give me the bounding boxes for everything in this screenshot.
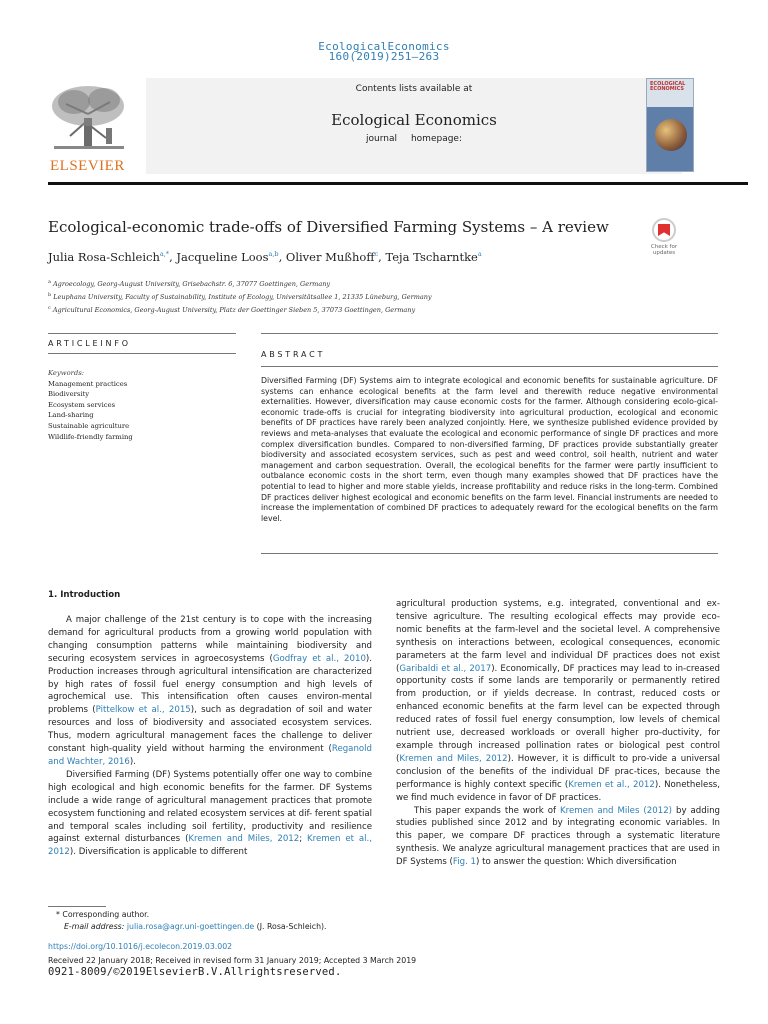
keyword-item: Land-sharing (48, 411, 94, 420)
abstract-text: Diversified Farming (DF) Systems aim to integrate ecological and economic benefits for sustainable agriculture. DF systems can enhance ecological benefits at the farm level and therewith reduce negative environmental externalities. However, diversification may cause economic costs for the farmer. Although considering ecolo-gical-economic trade-offs is crucial for integrating biodiversity into agricultural production, ecological and economic benefits of DF practices have rarely been analyzed conjointly. Here, we synthesize published evidence provided by reviews and meta-analyses that evaluate the ecological and economic performance of single DF practices and more complex diversification bundles. Compared to non-diversified farming, DF practices provide substantially greater biodiversity and associated ecosystem services, such as pest and weed control, soil health, nutrient and water management and carbon sequestration. Overall, the ecological benefits for the farmer were partly insufficient to outbalance economic costs in the short term, even though many examples showed that DF practices have the potential to lead to higher and more stable yields, increase profitability and reduce risks in the long-term. Combined DF practices deliver highest ecological and economic benefits on the farm level. Financial instruments are needed to increase the implementation of combined DF practices to adequately reward for the ecological benefits on the farm level. (261, 376, 718, 523)
copyright-line: 0921-8009/©2019ElsevierB.V.Allrightsreserved. (48, 966, 342, 978)
publisher-logo (48, 84, 130, 174)
email-label: E-mail address: (64, 922, 125, 931)
affiliation-mark: c (48, 305, 51, 312)
paragraph-text: by adding studies published since 2012 and by integrating economic variables. In this paper, we compare DF practices through a systematic literature synthesis. We analyze agricultural management practices that are used in DF Systems ( (396, 805, 720, 868)
keywords-block (48, 368, 238, 442)
introduction-heading: 1. Introduction (48, 590, 121, 600)
citation-link[interactable]: Pittelkow et al., 2015 (95, 705, 191, 716)
paragraph-text: ). However, it is difficult to pro-vide a universal conclusion of the benefits of the individual DF prac-tices, because the performance is highly context specific ( (396, 753, 721, 790)
homepage-word-journal: journal (365, 134, 397, 144)
author-separator: , (169, 250, 177, 264)
citation-link[interactable]: Kremen and Miles, 2012 (399, 753, 508, 764)
crossmark-badge[interactable] (644, 218, 684, 260)
email-line (64, 922, 327, 931)
keyword-item: Ecosystem services (48, 400, 116, 409)
journal-homepage-line (146, 134, 682, 144)
paragraph-text: ; (299, 834, 308, 845)
author-separator: , (278, 250, 286, 264)
paragraph-text: ), such as degradation of soil and water resources and loss of biodiversity and associated ecosystem services. Thus, modern agricultural management faces the challenge to deliver constant high-quality yield without harming the environment ( (48, 705, 373, 755)
article-info-bottom-rule (48, 353, 236, 354)
affiliation-list (48, 277, 432, 316)
author-name[interactable]: Teja Tscharntke (385, 250, 478, 264)
paragraph-text: ). Production increases through agricultural intensification are characterized by high rates of fossil fuel energy consumption and high levels of agrochemical use. This intensification often causes environ-mental problems ( (48, 653, 373, 716)
crossmark-label: Check for updates (650, 244, 678, 256)
journal-reference (0, 42, 768, 62)
citation-link[interactable]: Kremen et al., 2012 (568, 779, 655, 790)
intro-paragraph (48, 614, 372, 769)
journal-name-line: EcologicalEconomics (318, 40, 450, 53)
tree-logo-icon (48, 84, 130, 152)
intro-paragraph (396, 805, 720, 870)
body-column-right (396, 598, 720, 869)
author-affiliation-mark[interactable]: c (374, 250, 379, 259)
corresponding-author-note: * Corresponding author. (56, 910, 150, 919)
header-divider (48, 182, 748, 185)
contents-available-line: Contents lists available at (355, 84, 473, 94)
email-suffix: (J. Rosa-Schleich). (254, 922, 327, 931)
abstract-bottom-rule (261, 553, 718, 554)
citation-link[interactable]: Kremen and Miles (2012) (559, 805, 673, 816)
author-affiliation-mark[interactable]: a,* (159, 250, 170, 259)
journal-title[interactable]: Ecological Economics (331, 111, 497, 129)
paragraph-text: This paper expands the work of (414, 805, 560, 816)
author-separator: , (378, 250, 386, 264)
email-link[interactable]: julia.rosa@agr.uni-goettingen.de (126, 922, 255, 931)
affiliation-text: Agricultural Economics, Georg-August University, Platz der Goettinger Sieben 5, 37073 Goettingen, Germany (52, 306, 416, 315)
affiliation-text: Leuphana University, Faculty of Sustainability, Institute of Ecology, Universitätsallee 1, 21335 Lüneburg, Germany (53, 293, 432, 302)
paragraph-text: ). Nonetheless, we find much evidence in favor of DF practices. (396, 779, 720, 803)
paragraph-text: agricultural production systems, e.g. integrated, conventional and ex-tensive agriculture. The resulting ecological effects may provide eco-nomic benefits at the farm-level and the societal level. A comprehensive synthesis on interactions between, ecological consequences, economic parameters at the farm level and individual DF practices does not exist ( (396, 599, 720, 674)
cover-title: ECOLOGICAL ECONOMICS (650, 81, 686, 92)
received-dates: Received 22 January 2018; Received in revised form 31 January 2019; Accepted 3 March 2019 (48, 956, 417, 965)
paragraph-text: A major challenge of the 21st century is to cope with the increasing demand for agricultural products from a growing world population with changing consumption patterns while maintaining biodiversity and securing ecosystem services in agroecosystems ( (48, 615, 372, 664)
keyword-item: Biodiversity (48, 390, 90, 399)
citation-link[interactable]: Fig. 1 (452, 857, 476, 868)
affiliation-row (48, 303, 432, 316)
abstract-mid-rule (261, 366, 718, 367)
citation-link[interactable]: Reganold and Wachter, 2016 (48, 744, 372, 767)
paragraph-text: ). Economically, DF practices may lead to in-creased opportunity costs if some lands are temporarily or permanently retired from production, or if yields decrease. In contrast, reduced costs or enhanced economic benefits at the farm level can be expected through reduced rates of fossil fuel energy consumption, low levels of chemical nutrient use, decreased workloads or overall higher pro-ductivity, for example through increased pollination rates or biological pest control ( (396, 663, 720, 764)
article-info-top-rule (48, 333, 236, 334)
article-info-heading: ARTICLEINFO (48, 339, 131, 348)
affiliation-row (48, 277, 432, 290)
footnote-divider (48, 906, 106, 907)
author-list (48, 250, 482, 264)
abstract-top-rule (261, 333, 718, 334)
author-affiliation-mark[interactable]: a,b (268, 250, 279, 259)
abstract-heading: ABSTRACT (261, 350, 326, 359)
doi-link[interactable]: https://doi.org/10.1016/j.ecolecon.2019.03.002 (48, 942, 233, 951)
paragraph-text: ). Diversification is applicable to different (69, 847, 248, 858)
journal-cover-thumbnail (646, 78, 694, 172)
citation-link[interactable]: Godfray et al., 2010 (272, 653, 366, 664)
body-column-left (48, 614, 372, 859)
globe-icon (655, 119, 687, 151)
masthead (48, 78, 748, 178)
publisher-name: ELSEVIER (50, 158, 125, 174)
citation-link[interactable]: Garibaldi et al., 2017 (399, 663, 492, 674)
intro-paragraph-continued (396, 598, 720, 805)
citation-link[interactable]: Kremen and Miles, 2012 (188, 834, 300, 845)
affiliation-mark: a (48, 279, 51, 285)
homepage-word-homepage[interactable]: homepage: (410, 134, 462, 144)
intro-paragraph (48, 769, 372, 859)
author-affiliation-mark[interactable]: a (477, 250, 482, 259)
keyword-item: Wildlife-friendly farming (48, 432, 133, 441)
author-name[interactable]: Oliver Mußhoff (285, 250, 375, 264)
journal-header-band (146, 78, 682, 174)
affiliation-row (48, 290, 432, 303)
keyword-item: Sustainable agriculture (48, 421, 130, 430)
paragraph-text: ) to answer the question: Which diversification (476, 857, 677, 868)
author-name[interactable]: Jacqueline Loos (176, 250, 269, 264)
affiliation-mark: b (48, 292, 52, 299)
keywords-label: Keywords: (48, 369, 85, 377)
paragraph-text: Diversified Farming (DF) Systems potentially offer one way to combine high ecological and high economic benefits for the farmer. DF Systems include a wide range of agricultural management practices that promote ecosystem functioning and related ecosystem services at dif- ferent spatial and temporal scales including soil fertility, productivity and resilience against external disturbances ( (48, 769, 372, 845)
keyword-item: Management practices (48, 379, 128, 388)
paragraph-text: ). (129, 756, 136, 767)
affiliation-text: Agroecology, Georg-August University, Grisebachstr. 6, 37077 Goettingen, Germany (52, 280, 331, 289)
article-title: Ecological-economic trade-offs of Diversified Farming Systems – A review (48, 218, 609, 236)
journal-volume-line: 160(2019)251–263 (328, 50, 440, 63)
author-name[interactable]: Julia Rosa-Schleich (48, 250, 160, 264)
citation-link[interactable]: Kremen et al., 2012 (48, 834, 372, 858)
